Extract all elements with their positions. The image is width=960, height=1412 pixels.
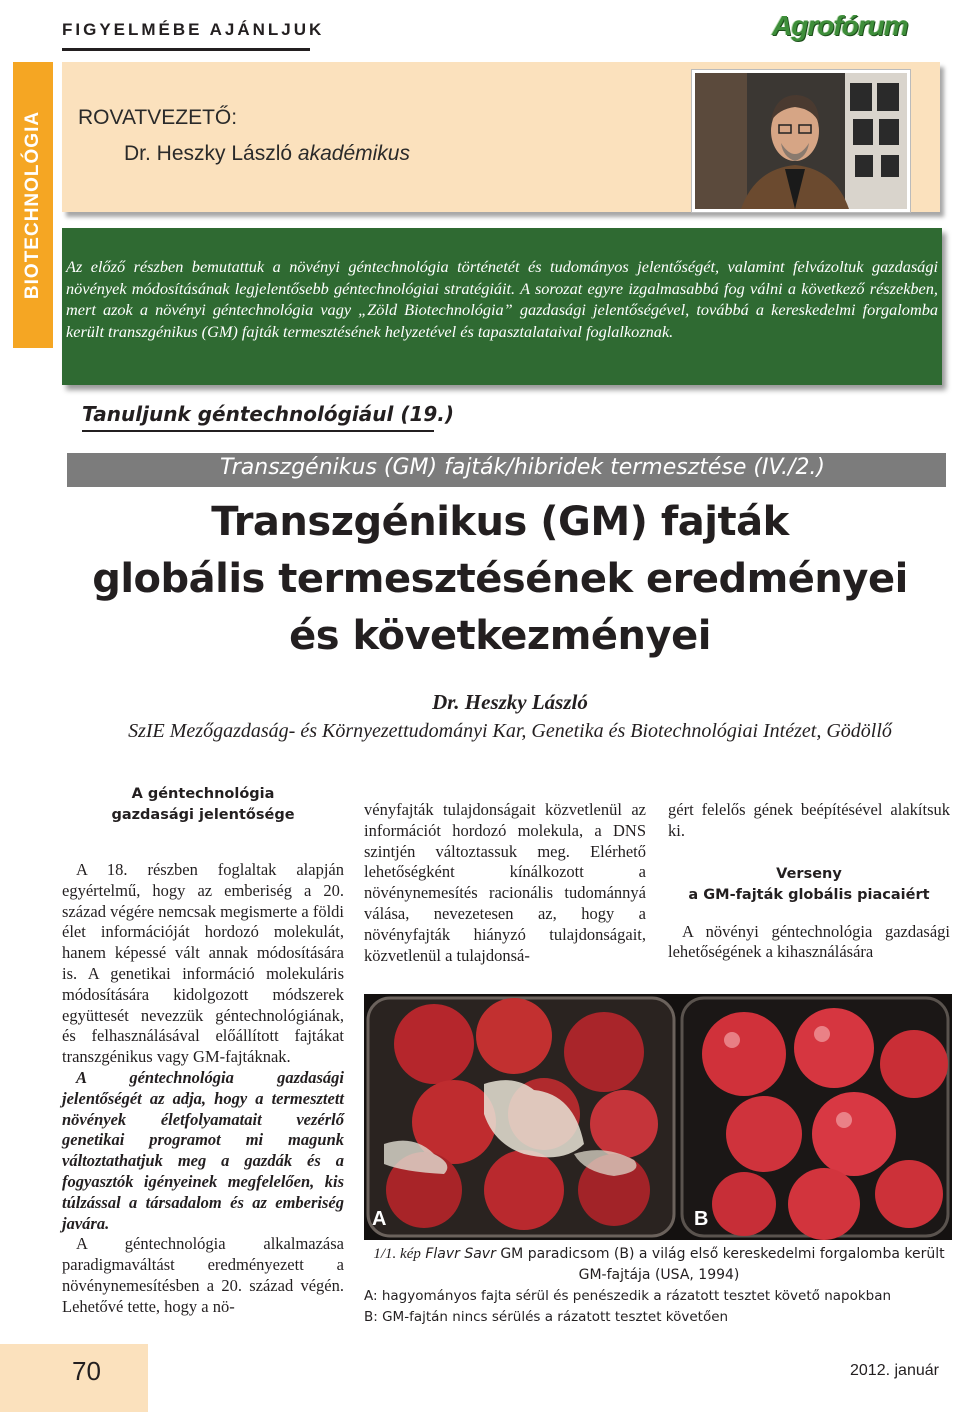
- editor-label: ROVATVEZETŐ:: [78, 106, 238, 129]
- subtitle: Transzgénikus (GM) fajták/hibridek termesztése (IV./2.): [220, 455, 826, 480]
- col3-heading: [668, 864, 950, 906]
- col2-paragraph-1: vényfajták tulajdonságait közvetlenül az információt hordozó molekula, a DNS szintjén változtassuk meg. Elérhető lehetőségként kínálkozott a növénynemesítés racionális tudománnyá válása, nevezetesen az, hogy a növényfajták hiányzó tulajdonságait, közvetlenül a tulajdonsá-: [364, 800, 646, 965]
- col3-paragraph-2: A növényi géntechnológia gazdasági lehetőségének a kihasználására: [668, 921, 950, 962]
- col3-paragraph-1: gért felelős gének beépítésével alakítsuk ki.: [668, 800, 950, 840]
- tomato-photo: [364, 994, 952, 1240]
- figure-label-b: B: [694, 1208, 709, 1230]
- editor-title: akadémikus: [297, 142, 410, 165]
- col3-heading-line-2: a GM-fajták globális piacaiért: [688, 886, 930, 903]
- tray-a-tomatoes: [384, 998, 658, 1230]
- caption-line-b: B: GM-fajtán nincs sérülés a rázatott tesztet követően: [364, 1309, 729, 1325]
- page-number: 70: [72, 1356, 101, 1386]
- col3-heading-line-1: Verseny: [776, 865, 842, 882]
- column-3: [668, 800, 950, 963]
- figure-label-a: A: [372, 1208, 387, 1230]
- editor-name: [124, 142, 410, 166]
- portrait-illustration: [695, 73, 907, 209]
- figure-caption: [364, 1244, 954, 1328]
- article-author: Dr. Heszky László: [432, 690, 588, 714]
- issue-date: 2012. január: [850, 1362, 939, 1379]
- col1-heading: [62, 784, 344, 826]
- editor-portrait-photo: [692, 70, 910, 212]
- tomato-figure: [364, 994, 952, 1240]
- series-underline: [82, 430, 434, 432]
- caption-main: [364, 1244, 954, 1286]
- column-1: [62, 784, 344, 1318]
- column-2: [364, 800, 646, 966]
- caption-line-a: A: hagyományos fajta sérül és penészedik a rázatott tesztet követő napokban: [364, 1288, 892, 1304]
- caption-number: 1/1. kép: [373, 1246, 421, 1262]
- author-affiliation: SzIE Mezőgazdaság- és Környezettudományi Kar, Genetika és Biotechnológiai Intézet, Gödöllő: [128, 720, 892, 742]
- editor-name-text: Dr. Heszky László: [124, 142, 293, 165]
- section-label: FIGYELMÉBE AJÁNLJUK: [62, 20, 325, 39]
- brand-logo: Agrofórum: [772, 10, 908, 41]
- title-line-2: globális termesztésének eredményei: [92, 556, 908, 602]
- caption-source: (USA, 1994): [654, 1267, 740, 1283]
- title-line-3: és következményei: [289, 613, 711, 659]
- col1-heading-line-1: A géntechnológia: [131, 786, 275, 802]
- caption-variety: Flavr Savr: [425, 1246, 496, 1262]
- col1-paragraph-3: A géntechnológia alkalmazása paradigmaváltást eredményezett a növénynemesítésben a 20. század végén. Lehetővé tette, hogy a nö-: [62, 1234, 344, 1316]
- side-tab: [13, 62, 53, 348]
- title-line-1: Transzgénikus (GM) fajták: [211, 499, 789, 545]
- series-title: Tanuljunk géntechnológiául (19.): [82, 402, 455, 426]
- intro-text: Az előző részben bemutattuk a növényi géntechnológia történetét és tudományos jelentőségét, valamint felvázoltuk gazdasági növények módosításának legjelentősebb géntechnológiai stratégiáit. A sorozat egyre izgalmasabbá fog válni a következő részekben, mert azok a növényi géntechnológia vagy „Zöld Biotechnológia” gazdasági jelentőségével, továbbá a kereskedelmi forgalomba került transzgénikus (GM) fajták termesztésének helyzetével és tapasztalataival foglalkoznak.: [66, 257, 938, 341]
- col1-heading-line-2: gazdasági jelentősége: [111, 807, 295, 823]
- col1-paragraph-1: A 18. részben foglaltak alapján egyértelmű, hogy az emberiség a 20. század végére nemcsak megismerte a földi élet információját hordozó molekulát, hanem képessé vált annak módosítására is. A genetikai információ molekuláris módosítására kidolgozott módszerek együttesét nevezzük géntechnológiának, és felhasználásával előállított fajtákat transzgénikus vagy GM-fajtáknak.: [62, 860, 344, 1067]
- col1-paragraph-2: A géntechnológia gazdasági jelentőségét az adja, hogy a termesztett növények életfolyamatait vezérlő genetikai programot mi magunk változtathatjuk meg a gazdák és a fogyasztók igényeinek megfelelően, kis túlzással a társadalom és az emberiség javára.: [62, 1067, 344, 1233]
- side-tab-label: BIOTECHNOLÓGIA: [22, 110, 44, 300]
- caption-text: GM paradicsom (B) a világ első kereskedelmi forgalomba került GM-fajtája: [500, 1246, 945, 1283]
- section-rule: [62, 48, 310, 51]
- article-title: [80, 494, 920, 665]
